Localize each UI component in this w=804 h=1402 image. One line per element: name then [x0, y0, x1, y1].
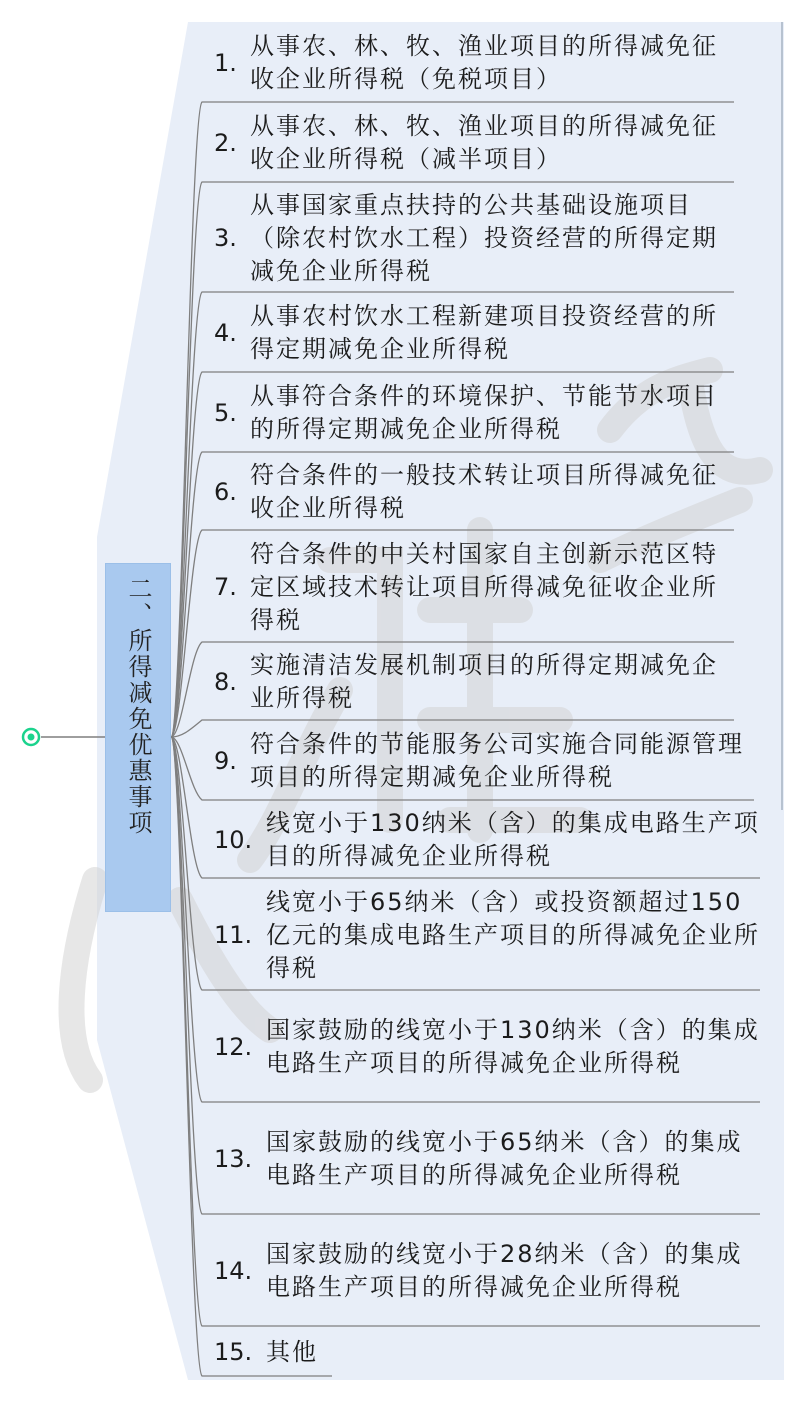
- subtopic-12[interactable]: [214, 994, 760, 1100]
- root-topic-label: 二、所得减免优惠事项: [124, 576, 152, 836]
- subtopic-15[interactable]: [214, 1330, 332, 1374]
- subtopic-label: 国家鼓励的线宽小于130纳米（含）的集成电路生产项目的所得减免企业所得税: [266, 1016, 760, 1077]
- subtopic-number: 4.: [214, 318, 237, 347]
- subtopic-number: 10.: [214, 825, 253, 854]
- subtopic-6[interactable]: [214, 456, 734, 528]
- subtopic-7[interactable]: [214, 534, 734, 640]
- subtopic-number: 7.: [214, 572, 237, 601]
- subtopic-number: 9.: [214, 746, 237, 775]
- collapse-circle-icon[interactable]: [21, 727, 41, 747]
- subtopic-10[interactable]: [214, 804, 760, 876]
- subtopic-9[interactable]: [214, 724, 754, 798]
- subtopic-label: 线宽小于65纳米（含）或投资额超过150亿元的集成电路生产项目的所得减免企业所得税: [266, 887, 760, 982]
- subtopic-3[interactable]: [214, 186, 734, 290]
- subtopic-label: 线宽小于130纳米（含）的集成电路生产项目的所得减免企业所得税: [266, 809, 760, 870]
- subtopic-8[interactable]: [214, 646, 734, 718]
- subtopic-label: 从事农、林、牧、渔业项目的所得减免征收企业所得税（免税项目）: [250, 32, 718, 93]
- subtopic-label: 从事符合条件的环境保护、节能节水项目的所得定期减免企业所得税: [250, 382, 718, 443]
- subtopic-number: 11.: [214, 920, 253, 949]
- subtopic-number: 8.: [214, 667, 237, 696]
- root-topic[interactable]: [105, 563, 171, 912]
- subtopic-number: 2.: [214, 128, 237, 157]
- subtopic-label: 实施清洁发展机制项目的所得定期减免企业所得税: [250, 651, 718, 712]
- subtopic-1[interactable]: [214, 26, 734, 100]
- subtopic-label: 符合条件的中关村国家自主创新示范区特定区域技术转让项目所得减免征收企业所得税: [250, 539, 718, 634]
- subtopic-13[interactable]: [214, 1106, 760, 1212]
- subtopic-14[interactable]: [214, 1218, 760, 1324]
- subtopic-number: 5.: [214, 398, 237, 427]
- subtopic-number: 6.: [214, 477, 237, 506]
- subtopic-label: 符合条件的节能服务公司实施合同能源管理项目的所得定期减免企业所得税: [250, 730, 744, 791]
- subtopic-number: 1.: [214, 48, 237, 77]
- subtopic-number: 15.: [214, 1337, 253, 1366]
- subtopic-4[interactable]: [214, 296, 734, 370]
- subtopic-2[interactable]: [214, 106, 734, 180]
- subtopic-label: 国家鼓励的线宽小于28纳米（含）的集成电路生产项目的所得减免企业所得税: [266, 1240, 743, 1301]
- subtopic-number: 14.: [214, 1256, 253, 1285]
- subtopic-number: 12.: [214, 1032, 253, 1061]
- subtopic-label: 国家鼓励的线宽小于65纳米（含）的集成电路生产项目的所得减免企业所得税: [266, 1128, 743, 1189]
- subtopic-label: 从事国家重点扶持的公共基础设施项目（除农村饮水工程）投资经营的所得定期减免企业所得税: [250, 190, 718, 285]
- subtopic-5[interactable]: [214, 376, 734, 450]
- subtopic-label: 从事农村饮水工程新建项目投资经营的所得定期减免企业所得税: [250, 302, 718, 363]
- subtopic-number: 3.: [214, 223, 237, 252]
- subtopic-11[interactable]: [214, 882, 760, 988]
- subtopic-label: 其他: [266, 1337, 318, 1366]
- subtopic-label: 从事农、林、牧、渔业项目的所得减免征收企业所得税（减半项目）: [250, 112, 718, 173]
- subtopic-number: 13.: [214, 1144, 253, 1173]
- subtopic-label: 符合条件的一般技术转让项目所得减免征收企业所得税: [250, 461, 718, 522]
